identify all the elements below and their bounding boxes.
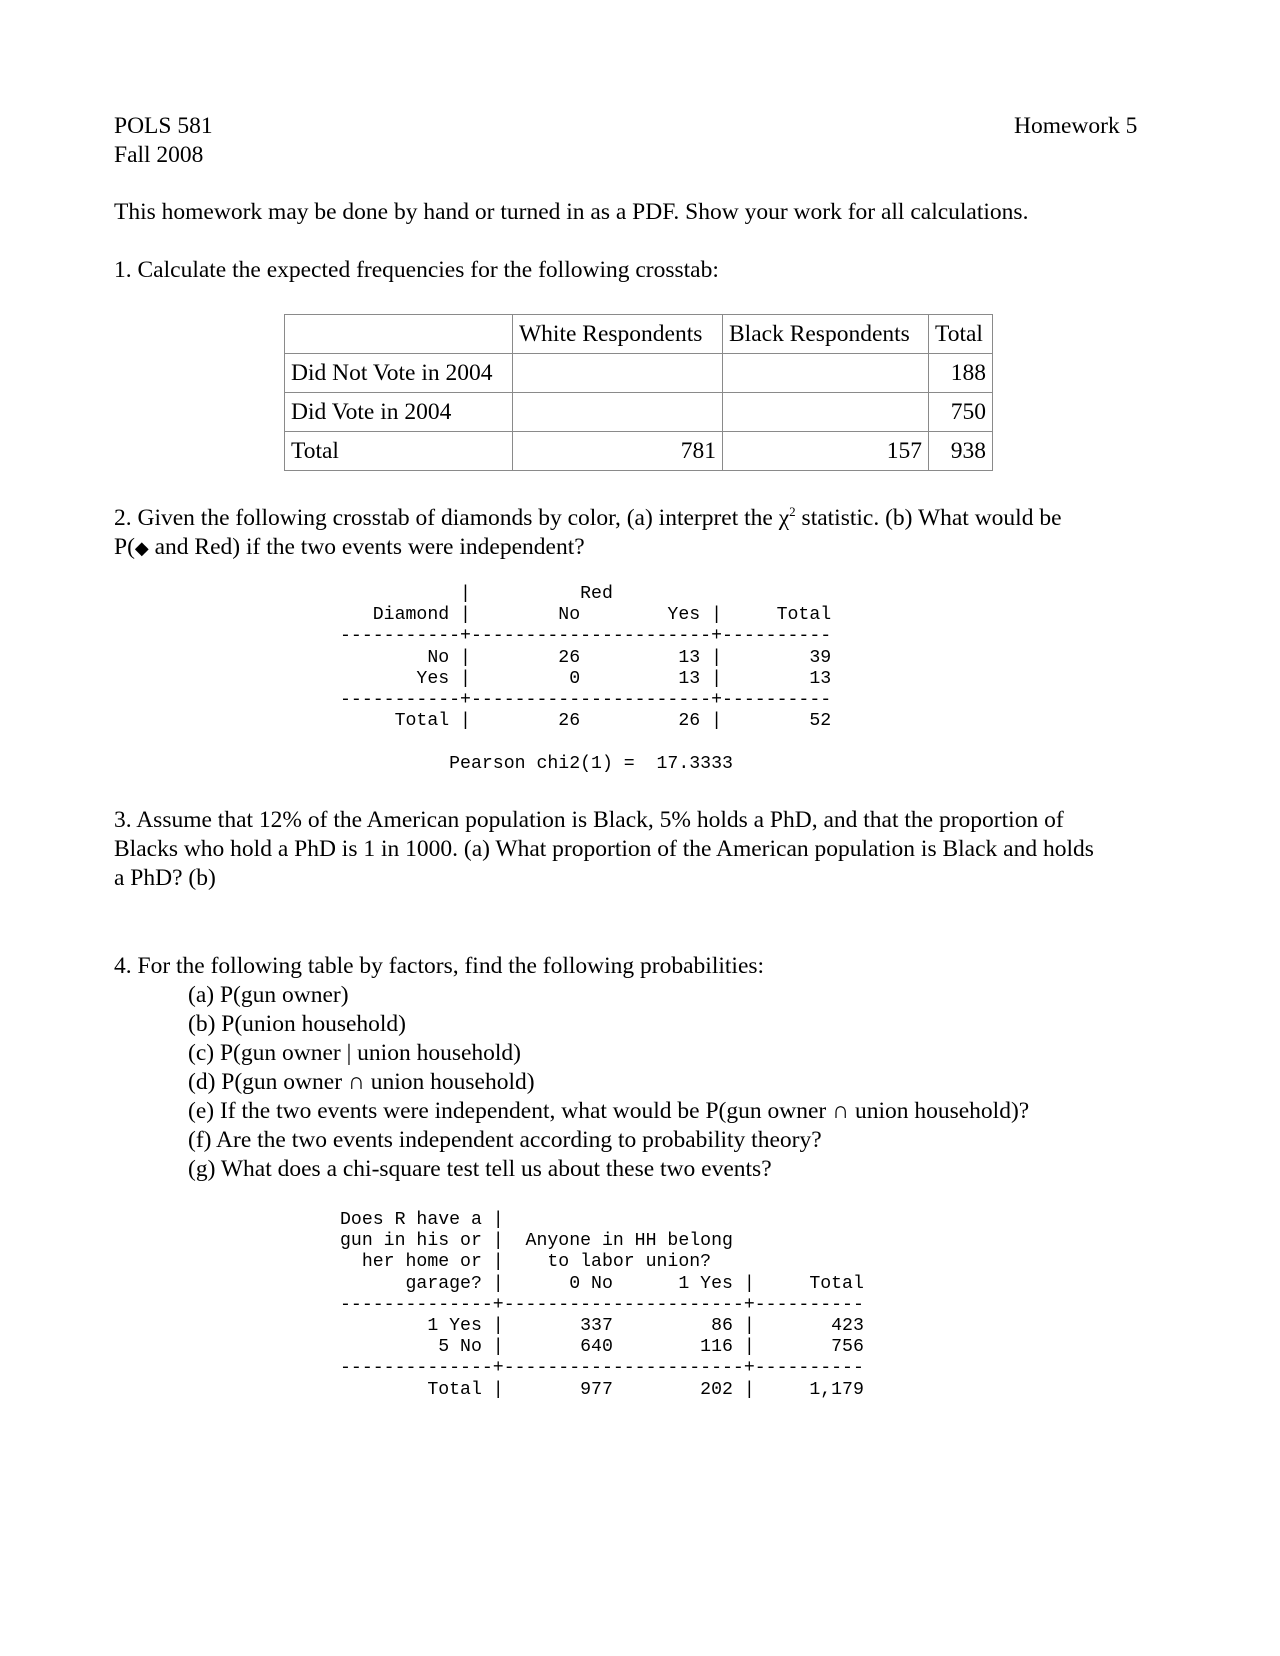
list-item: (c) P(gun owner | union household)	[188, 1040, 521, 1066]
stata-line: No | 26 13 | 39	[340, 647, 832, 668]
q2-prompt-text: and Red) if the two events were independent?	[148, 534, 585, 560]
table-cell	[285, 315, 513, 354]
table-cell	[723, 393, 929, 432]
q3-line2: Blacks who hold a PhD is 1 in 1000. (a) What proportion of the American population is Black and holds	[114, 836, 1094, 862]
table-row	[285, 393, 993, 432]
q4-subquestions	[188, 981, 1178, 1184]
diamond-icon: ◆	[134, 538, 149, 558]
q2-stata-output	[340, 584, 831, 775]
q2-prompt-text: statistic. (b) What would be	[795, 505, 1062, 531]
table-cell: 938	[929, 432, 993, 471]
q2-prompt-text: 2. Given the following crosstab of diamonds by color, (a) interpret the	[114, 505, 779, 531]
term-label: Fall 2008	[114, 142, 204, 168]
stata-line: Total | 26 26 | 52	[340, 711, 832, 732]
table-header-row	[285, 315, 993, 354]
table-cell	[723, 354, 929, 393]
stata-line: 5 No | 640 116 | 756	[340, 1337, 864, 1358]
stata-line: Yes | 0 13 | 13	[340, 668, 832, 689]
stata-line: garage? | 0 No 1 Yes | Total	[340, 1273, 864, 1294]
table-cell: 781	[513, 432, 723, 471]
table-row-label: Did Not Vote in 2004	[285, 354, 513, 393]
table-cell: 157	[723, 432, 929, 471]
list-item: (b) P(union household)	[188, 1011, 407, 1037]
stata-line: gun in his or | Anyone in HH belong	[340, 1231, 733, 1252]
list-item: (d) P(gun owner ∩ union household)	[188, 1069, 535, 1095]
table-header-cell: White Respondents	[513, 315, 723, 354]
stata-line: Pearson chi2(1) = 17.3333	[340, 753, 733, 774]
q3-line3: a PhD? (b)	[114, 865, 216, 891]
table-cell	[513, 393, 723, 432]
stata-line: Total | 977 202 | 1,179	[340, 1379, 864, 1400]
list-item: (f) Are the two events independent according to probability theory?	[188, 1127, 822, 1153]
table-row-label: Did Vote in 2004	[285, 393, 513, 432]
table-cell	[513, 354, 723, 393]
table-header-cell: Total	[929, 315, 993, 354]
list-item: (e) If the two events were independent, what would be P(gun owner ∩ union household)?	[188, 1098, 1030, 1124]
stata-line: -----------+----------------------+----------	[340, 690, 832, 711]
chi-symbol: χ	[778, 505, 790, 531]
table-row	[285, 354, 993, 393]
stata-line: --------------+----------------------+----------	[340, 1358, 864, 1379]
q1-prompt: 1. Calculate the expected frequencies for the following crosstab:	[114, 257, 719, 283]
q4-stata-output	[340, 1210, 864, 1401]
stata-line: -----------+----------------------+----------	[340, 626, 832, 647]
stata-line: 1 Yes | 337 86 | 423	[340, 1316, 864, 1337]
list-item: (a) P(gun owner)	[188, 982, 349, 1008]
q2-prompt-line2	[114, 533, 1174, 563]
chi-superscript: 2	[789, 504, 796, 520]
table-row-label: Total	[285, 432, 513, 471]
stata-line	[340, 732, 831, 753]
q2-prompt-line1	[114, 504, 1174, 533]
intro-text: This homework may be done by hand or turned in as a PDF. Show your work for all calculations.	[114, 199, 1029, 225]
stata-line: Does R have a |	[340, 1210, 504, 1230]
stata-line: Diamond | No Yes | Total	[340, 605, 832, 626]
q4-prompt: 4. For the following table by factors, find the following probabilities:	[114, 953, 765, 979]
q2-prompt-text: P(	[114, 534, 135, 560]
table-header-cell: Black Respondents	[723, 315, 929, 354]
table-cell: 750	[929, 393, 993, 432]
q3-line1: 3. Assume that 12% of the American population is Black, 5% holds a PhD, and that the proportion of	[114, 807, 1064, 833]
course-title: POLS 581	[114, 113, 213, 139]
stata-line: her home or | to labor union?	[340, 1252, 712, 1273]
assignment-label: Homework 5	[1014, 113, 1138, 139]
table-row	[285, 432, 993, 471]
table-cell: 188	[929, 354, 993, 393]
stata-line: --------------+----------------------+----------	[340, 1294, 864, 1315]
list-item: (g) What does a chi-square test tell us about these two events?	[188, 1156, 772, 1182]
q1-crosstab	[284, 314, 993, 471]
stata-line: | Red	[340, 584, 613, 604]
